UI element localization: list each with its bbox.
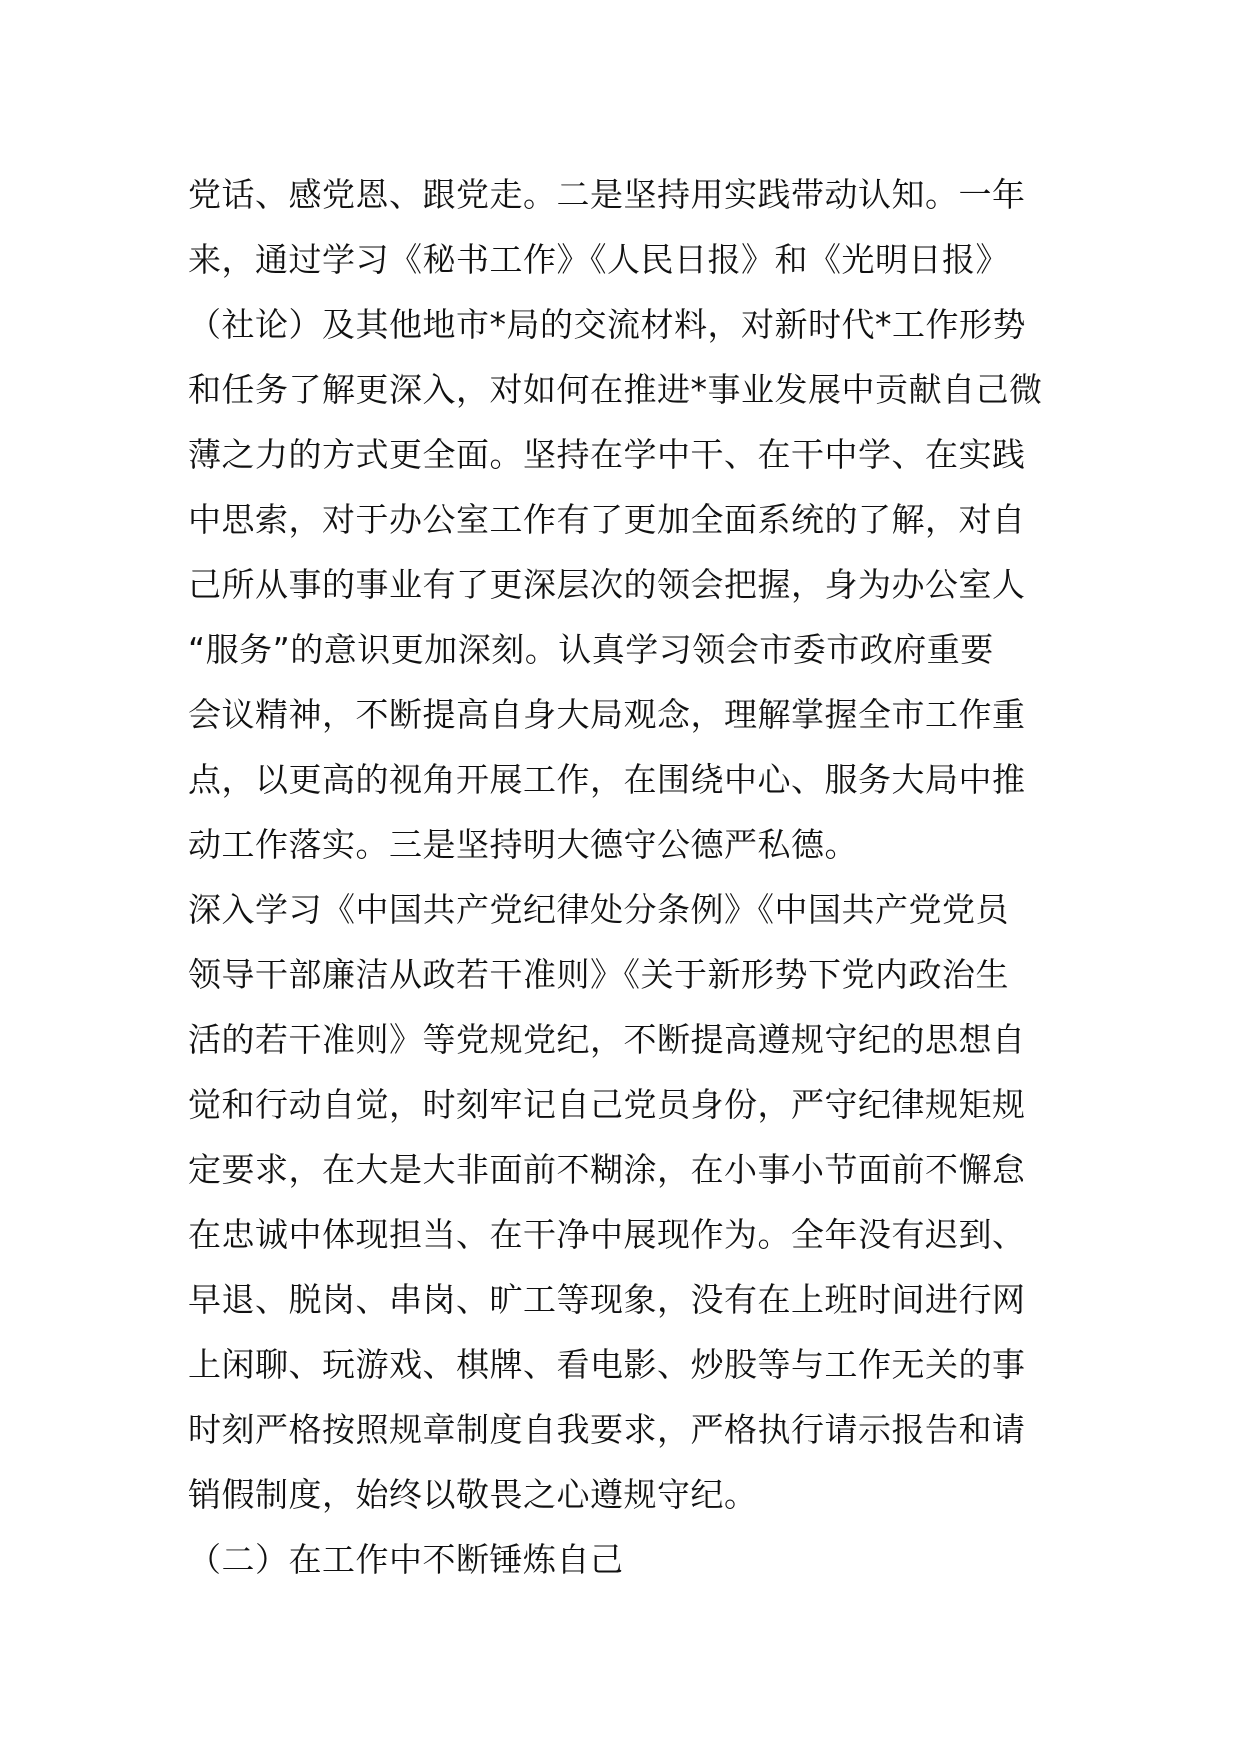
text-line: （社论）及其他地市*局的交流材料，对新时代*工作形势 bbox=[188, 305, 1026, 344]
section-heading: （二）在工作中不断锤炼自己 bbox=[188, 1540, 624, 1579]
text-line: 领导干部廉洁从政若干准则》《关于新形势下党内政治生 bbox=[188, 955, 1009, 994]
text-line: 党话、感党恩、跟党走。二是坚持用实践带动认知。一年 bbox=[188, 175, 1026, 214]
text-line: “服务”的意识更加深刻。认真学习领会市委市政府重要 bbox=[188, 630, 994, 669]
text-line: 觉和行动自觉，时刻牢记自己党员身份，严守纪律规矩规 bbox=[188, 1085, 1026, 1124]
text-line: 中思索，对于办公室工作有了更加全面系统的了解，对自 bbox=[188, 500, 1026, 539]
text-line: 会议精神，不断提高自身大局观念，理解掌握全市工作重 bbox=[188, 695, 1026, 734]
text-line: 己所从事的事业有了更深层次的领会把握，身为办公室人 bbox=[188, 565, 1026, 604]
text-line: 点，以更高的视角开展工作，在围绕中心、服务大局中推 bbox=[188, 760, 1026, 799]
text-line: 早退、脱岗、串岗、旷工等现象，没有在上班时间进行网 bbox=[188, 1280, 1026, 1319]
text-line: 和任务了解更深入，对如何在推进*事业发展中贡献自己微 bbox=[188, 370, 1043, 409]
text-line: 定要求，在大是大非面前不糊涂，在小事小节面前不懈怠 bbox=[188, 1150, 1026, 1189]
text-line: 深入学习《中国共产党纪律处分条例》《中国共产党党员 bbox=[188, 890, 1009, 929]
text-line: 销假制度，始终以敬畏之心遵规守纪。 bbox=[188, 1475, 758, 1514]
text-line: 在忠诚中体现担当、在干净中展现作为。全年没有迟到、 bbox=[188, 1215, 1026, 1254]
text-line: 活的若干准则》等党规党纪，不断提高遵规守纪的思想自 bbox=[188, 1020, 1026, 1059]
text-line: 薄之力的方式更全面。坚持在学中干、在干中学、在实践 bbox=[188, 435, 1026, 474]
text-line: 上闲聊、玩游戏、棋牌、看电影、炒股等与工作无关的事 bbox=[188, 1345, 1026, 1384]
text-line: 时刻严格按照规章制度自我要求，严格执行请示报告和请 bbox=[188, 1410, 1026, 1449]
body-text bbox=[188, 162, 1068, 1592]
text-line: 来，通过学习《秘书工作》《人民日报》和《光明日报》 bbox=[188, 240, 1009, 279]
text-line: 动工作落实。三是坚持明大德守公德严私德。 bbox=[188, 825, 858, 864]
